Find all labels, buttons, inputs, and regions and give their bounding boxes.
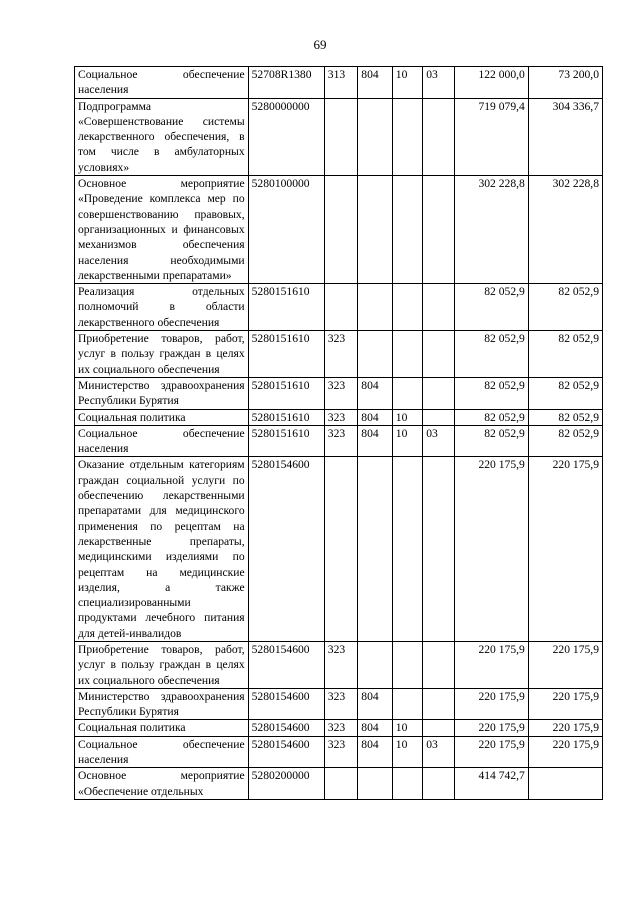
row-code-cell: 5280151610 bbox=[248, 425, 324, 457]
table-row bbox=[75, 457, 603, 642]
row-amount-1-cell: 82 052,9 bbox=[454, 409, 528, 425]
row-ministry-cell: 804 bbox=[358, 688, 393, 720]
row-subsection-cell: 03 bbox=[423, 736, 454, 768]
row-expense-type-cell: 323 bbox=[324, 641, 358, 688]
row-section-cell bbox=[392, 331, 422, 378]
row-code-cell: 5280151610 bbox=[248, 331, 324, 378]
table-row bbox=[75, 377, 603, 409]
row-code-cell: 5280154600 bbox=[248, 720, 324, 736]
row-name-cell: Социальное обеспечение населения bbox=[75, 67, 249, 99]
row-name-cell: Приобретение товаров, работ, услуг в пользу граждан в целях их социального обеспечения bbox=[75, 641, 249, 688]
row-expense-type-cell: 313 bbox=[324, 67, 358, 99]
row-expense-type-cell bbox=[324, 457, 358, 642]
table-row bbox=[75, 688, 603, 720]
row-expense-type-cell: 323 bbox=[324, 720, 358, 736]
table-row bbox=[75, 67, 603, 99]
row-subsection-cell: 03 bbox=[423, 67, 454, 99]
row-expense-type-cell bbox=[324, 284, 358, 331]
row-code-cell: 5280151610 bbox=[248, 377, 324, 409]
row-section-cell: 10 bbox=[392, 67, 422, 99]
row-code-cell: 5280154600 bbox=[248, 457, 324, 642]
row-expense-type-cell: 323 bbox=[324, 425, 358, 457]
row-name-cell: Министерство здравоохранения Республики Бурятия bbox=[75, 377, 249, 409]
row-section-cell bbox=[392, 176, 422, 284]
row-ministry-cell bbox=[358, 641, 393, 688]
row-name-cell: Министерство здравоохранения Республики Бурятия bbox=[75, 688, 249, 720]
row-ministry-cell: 804 bbox=[358, 377, 393, 409]
table-row bbox=[75, 409, 603, 425]
row-expense-type-cell: 323 bbox=[324, 377, 358, 409]
row-subsection-cell bbox=[423, 457, 454, 642]
row-name-cell: Социальная политика bbox=[75, 409, 249, 425]
row-amount-2-cell: 82 052,9 bbox=[528, 331, 602, 378]
row-name-cell: Основное мероприятие «Обеспечение отдельных bbox=[75, 768, 249, 800]
row-amount-1-cell: 719 079,4 bbox=[454, 98, 528, 175]
row-amount-1-cell: 122 000,0 bbox=[454, 67, 528, 99]
row-subsection-cell bbox=[423, 331, 454, 378]
row-code-cell: 5280151610 bbox=[248, 409, 324, 425]
row-section-cell bbox=[392, 688, 422, 720]
row-amount-2-cell: 82 052,9 bbox=[528, 425, 602, 457]
row-amount-1-cell: 220 175,9 bbox=[454, 720, 528, 736]
row-subsection-cell bbox=[423, 409, 454, 425]
row-amount-2-cell: 82 052,9 bbox=[528, 284, 602, 331]
row-amount-1-cell: 414 742,7 bbox=[454, 768, 528, 800]
table-row bbox=[75, 425, 603, 457]
row-ministry-cell: 804 bbox=[358, 425, 393, 457]
row-code-cell: 5280154600 bbox=[248, 641, 324, 688]
row-section-cell: 10 bbox=[392, 425, 422, 457]
row-code-cell: 5280000000 bbox=[248, 98, 324, 175]
table-row bbox=[75, 331, 603, 378]
row-subsection-cell: 03 bbox=[423, 425, 454, 457]
row-amount-2-cell: 82 052,9 bbox=[528, 409, 602, 425]
row-section-cell: 10 bbox=[392, 736, 422, 768]
row-ministry-cell: 804 bbox=[358, 67, 393, 99]
row-ministry-cell bbox=[358, 768, 393, 800]
row-amount-1-cell: 82 052,9 bbox=[454, 425, 528, 457]
row-amount-2-cell: 73 200,0 bbox=[528, 67, 602, 99]
row-ministry-cell bbox=[358, 457, 393, 642]
row-name-cell: Основное мероприятие «Проведение комплекса мер по совершенствованию правовых, организационных и финансовых механизмов обеспечения населения необходимыми лекарственными препаратами» bbox=[75, 176, 249, 284]
row-section-cell bbox=[392, 768, 422, 800]
budget-table-body bbox=[75, 67, 603, 800]
budget-table bbox=[74, 66, 603, 800]
row-expense-type-cell: 323 bbox=[324, 736, 358, 768]
row-section-cell bbox=[392, 284, 422, 331]
row-amount-1-cell: 220 175,9 bbox=[454, 688, 528, 720]
row-expense-type-cell: 323 bbox=[324, 409, 358, 425]
row-amount-2-cell: 220 175,9 bbox=[528, 720, 602, 736]
table-row bbox=[75, 736, 603, 768]
table-row bbox=[75, 176, 603, 284]
table-row bbox=[75, 720, 603, 736]
row-name-cell: Социальное обеспечение населения bbox=[75, 736, 249, 768]
row-ministry-cell bbox=[358, 176, 393, 284]
row-subsection-cell bbox=[423, 641, 454, 688]
row-amount-2-cell: 304 336,7 bbox=[528, 98, 602, 175]
row-code-cell: 52708R1380 bbox=[248, 67, 324, 99]
row-code-cell: 5280200000 bbox=[248, 768, 324, 800]
row-amount-2-cell: 220 175,9 bbox=[528, 457, 602, 642]
row-ministry-cell bbox=[358, 331, 393, 378]
row-ministry-cell: 804 bbox=[358, 720, 393, 736]
row-section-cell bbox=[392, 377, 422, 409]
row-section-cell: 10 bbox=[392, 720, 422, 736]
row-section-cell bbox=[392, 457, 422, 642]
row-name-cell: Подпрограмма «Совершенствование системы лекарственного обеспечения, в том числе в амбулаторных условиях» bbox=[75, 98, 249, 175]
row-expense-type-cell bbox=[324, 98, 358, 175]
row-amount-2-cell: 220 175,9 bbox=[528, 641, 602, 688]
table-row bbox=[75, 641, 603, 688]
row-subsection-cell bbox=[423, 176, 454, 284]
row-expense-type-cell: 323 bbox=[324, 688, 358, 720]
row-ministry-cell: 804 bbox=[358, 409, 393, 425]
row-expense-type-cell bbox=[324, 768, 358, 800]
row-subsection-cell bbox=[423, 98, 454, 175]
row-amount-1-cell: 82 052,9 bbox=[454, 331, 528, 378]
row-name-cell: Социальная политика bbox=[75, 720, 249, 736]
table-row bbox=[75, 768, 603, 800]
row-expense-type-cell: 323 bbox=[324, 331, 358, 378]
row-code-cell: 5280100000 bbox=[248, 176, 324, 284]
row-amount-2-cell: 220 175,9 bbox=[528, 688, 602, 720]
row-section-cell bbox=[392, 98, 422, 175]
row-ministry-cell: 804 bbox=[358, 736, 393, 768]
row-amount-1-cell: 82 052,9 bbox=[454, 284, 528, 331]
row-subsection-cell bbox=[423, 720, 454, 736]
table-row bbox=[75, 284, 603, 331]
row-amount-1-cell: 220 175,9 bbox=[454, 457, 528, 642]
row-ministry-cell bbox=[358, 98, 393, 175]
row-amount-1-cell: 220 175,9 bbox=[454, 641, 528, 688]
row-name-cell: Реализация отдельных полномочий в области лекарственного обеспечения bbox=[75, 284, 249, 331]
row-amount-2-cell: 220 175,9 bbox=[528, 736, 602, 768]
row-subsection-cell bbox=[423, 284, 454, 331]
row-amount-2-cell: 302 228,8 bbox=[528, 176, 602, 284]
row-name-cell: Социальное обеспечение населения bbox=[75, 425, 249, 457]
row-code-cell: 5280154600 bbox=[248, 736, 324, 768]
row-amount-1-cell: 302 228,8 bbox=[454, 176, 528, 284]
row-expense-type-cell bbox=[324, 176, 358, 284]
row-section-cell: 10 bbox=[392, 409, 422, 425]
row-subsection-cell bbox=[423, 688, 454, 720]
row-amount-1-cell: 82 052,9 bbox=[454, 377, 528, 409]
row-subsection-cell bbox=[423, 768, 454, 800]
row-code-cell: 5280154600 bbox=[248, 688, 324, 720]
row-subsection-cell bbox=[423, 377, 454, 409]
table-row bbox=[75, 98, 603, 175]
row-amount-1-cell: 220 175,9 bbox=[454, 736, 528, 768]
row-amount-2-cell bbox=[528, 768, 602, 800]
row-code-cell: 5280151610 bbox=[248, 284, 324, 331]
row-amount-2-cell: 82 052,9 bbox=[528, 377, 602, 409]
row-section-cell bbox=[392, 641, 422, 688]
row-ministry-cell bbox=[358, 284, 393, 331]
row-name-cell: Приобретение товаров, работ, услуг в пользу граждан в целях их социального обеспечения bbox=[75, 331, 249, 378]
page-number: 69 bbox=[313, 37, 327, 52]
row-name-cell: Оказание отдельным категориям граждан социальной услуги по обеспечению лекарственными препаратами для медицинского применения по рецептам на лекарственные препараты, медицинскими изделиями по рецептам на медицинские изделия, а также специализированными продуктами лечебного питания для детей-инвалидов bbox=[75, 457, 249, 642]
